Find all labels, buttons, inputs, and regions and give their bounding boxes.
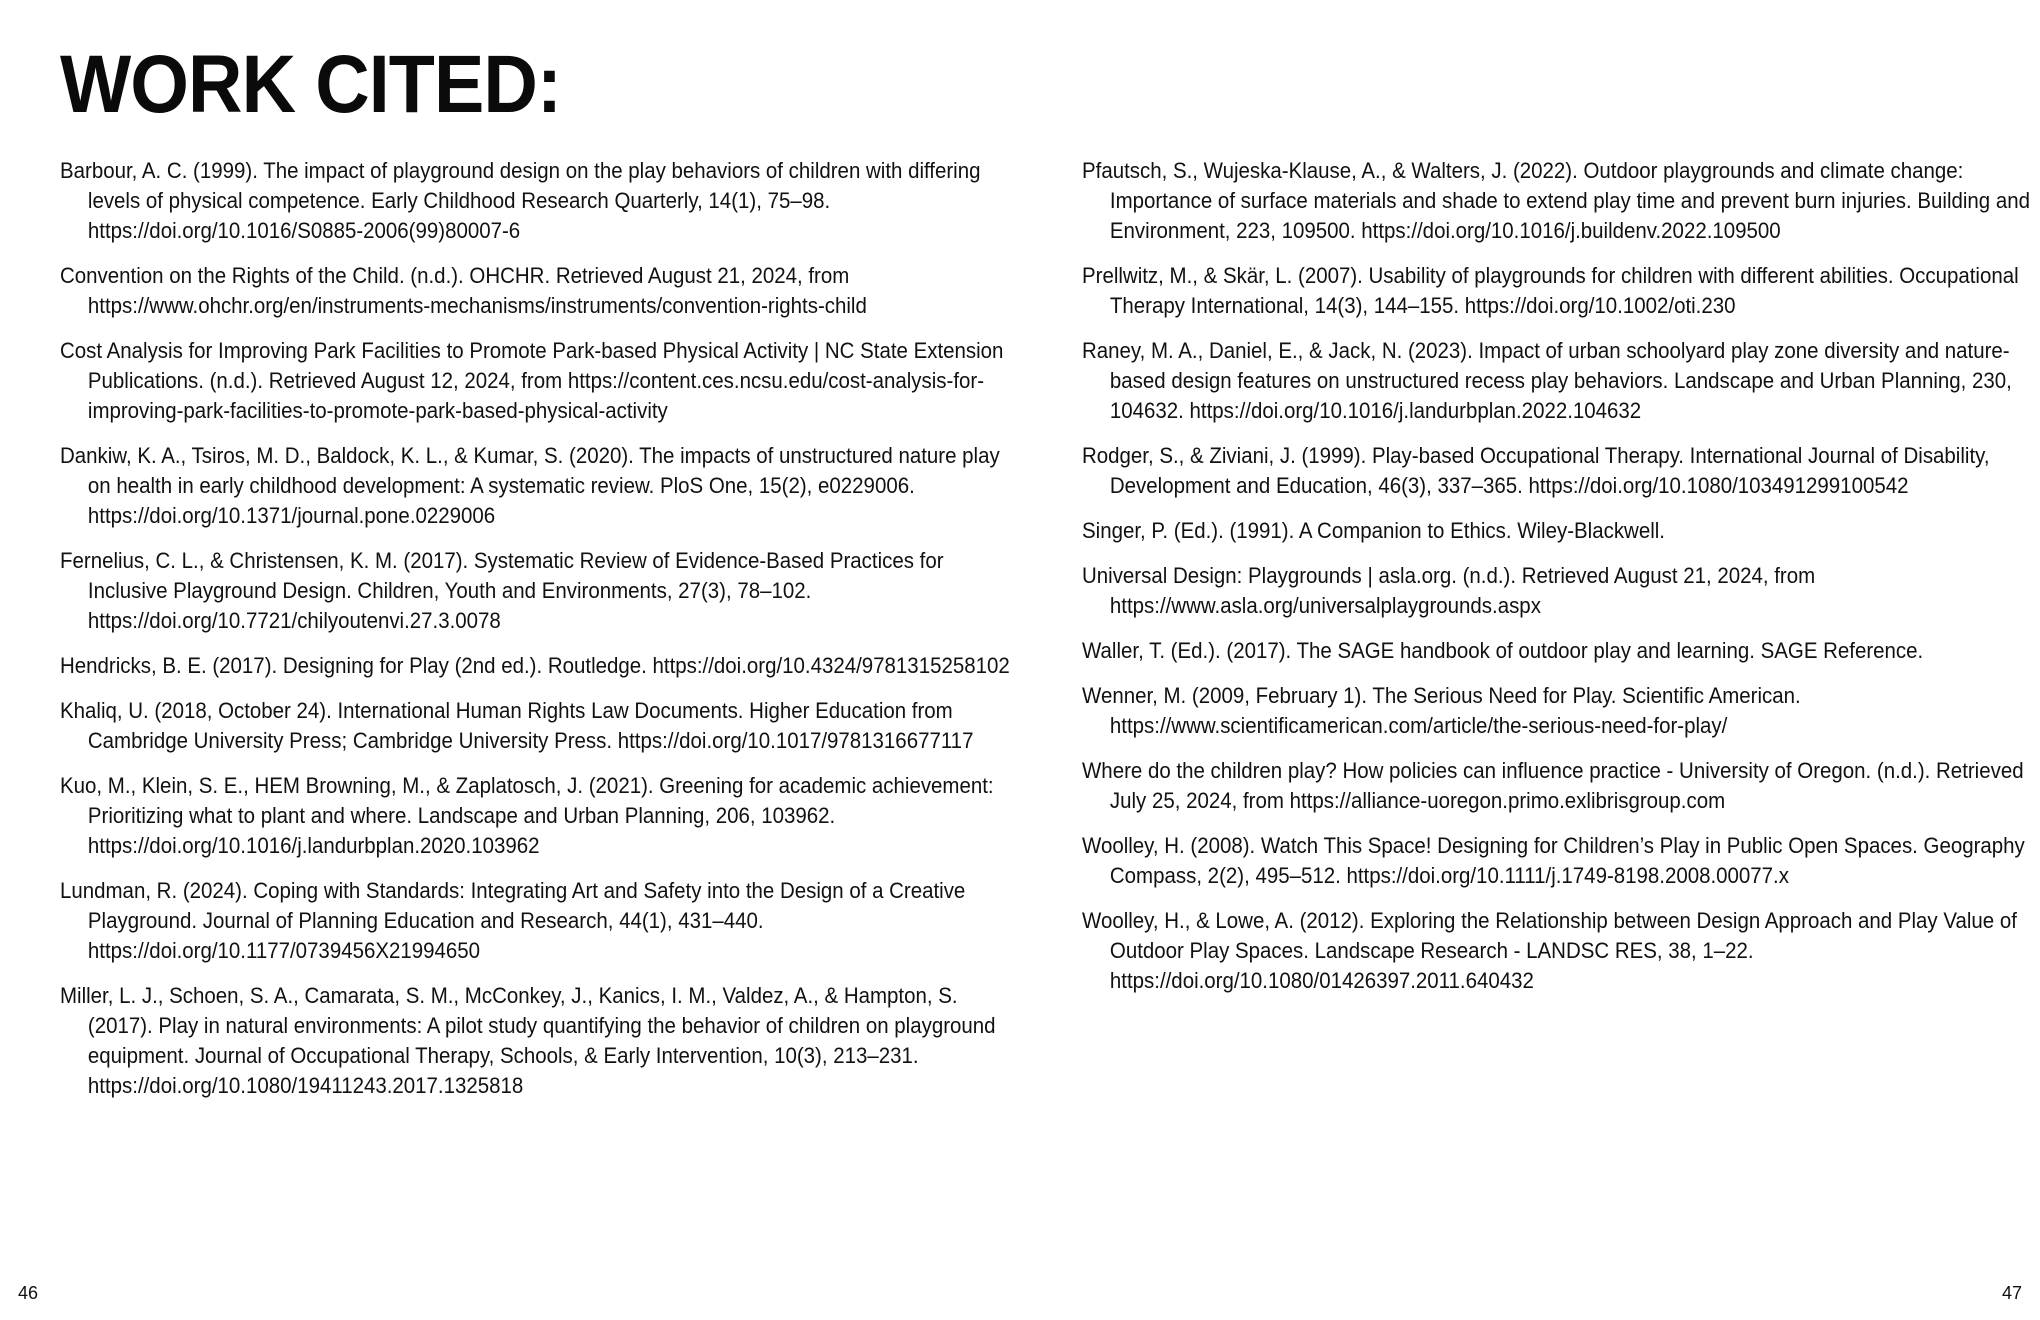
reference-entry: Woolley, H. (2008). Watch This Space! Designing for Children’s Play in Public Open Spaces. Geography Compass, 2(2), 495–512. https://doi.org/10.1111/j.1749-8198.2008.00077.x bbox=[1082, 833, 2025, 888]
page-number-left: 46 bbox=[18, 1283, 39, 1303]
references-right-column bbox=[1082, 156, 2031, 1011]
reference-entry: Cost Analysis for Improving Park Facilities to Promote Park-based Physical Activity | NC State Extension Publications. (n.d.). Retrieved August 12, 2024, from https://content.ces.ncsu.edu/cost-analysis-for-improving-park-facilities-to-promote-park-based-physical-activity bbox=[60, 338, 1004, 423]
reference-entry: Dankiw, K. A., Tsiros, M. D., Baldock, K. L., & Kumar, S. (2020). The impacts of unstructured nature play on health in early childhood development: A systematic review. PloS One, 15(2), e0229006. https://doi.org/10.1371/journal.pone.0229006 bbox=[60, 443, 1000, 528]
references-left-column bbox=[60, 156, 1010, 1116]
reference-entry: Prellwitz, M., & Skär, L. (2007). Usability of playgrounds for children with different abilities. Occupational Therapy International, 14(3), 144–155. https://doi.org/10.1002/oti.230 bbox=[1082, 263, 2019, 318]
reference-entry: Lundman, R. (2024). Coping with Standards: Integrating Art and Safety into the Design of a Creative Playground. Journal of Planning Education and Research, 44(1), 431–440. https://doi.org/10.1177/0739456X21994650 bbox=[60, 878, 966, 963]
reference-entry: Kuo, M., Klein, S. E., HEM Browning, M., & Zaplatosch, J. (2021). Greening for academic achievement: Prioritizing what to plant and where. Landscape and Urban Planning, 206, 103962. https://doi.org/10.1016/j.landurbplan.2020.103962 bbox=[60, 773, 994, 858]
page-title: WORK CITED: bbox=[60, 39, 562, 130]
page-number-right: 47 bbox=[2001, 1283, 2022, 1303]
reference-entry: Fernelius, C. L., & Christensen, K. M. (2017). Systematic Review of Evidence-Based Practices for Inclusive Playground Design. Children, Youth and Environments, 27(3), 78–102. https://doi.org/10.7721/chilyoutenvi.27.3.0078 bbox=[60, 548, 944, 633]
reference-entry: Convention on the Rights of the Child. (n.d.). OHCHR. Retrieved August 21, 2024, from https://www.ohchr.org/en/instruments-mechanisms/instruments/convention-rights-child bbox=[60, 263, 867, 318]
reference-entry: Wenner, M. (2009, February 1). The Serious Need for Play. Scientific American. https://www.scientificamerican.com/article/the-serious-need-for-play/ bbox=[1082, 683, 1801, 738]
reference-entry: Universal Design: Playgrounds | asla.org. (n.d.). Retrieved August 21, 2024, from https://www.asla.org/universalplaygrounds.aspx bbox=[1082, 563, 1816, 618]
reference-entry: Rodger, S., & Ziviani, J. (1999). Play-based Occupational Therapy. International Journal of Disability, Development and Education, 46(3), 337–365. https://doi.org/10.1080/103491299100542 bbox=[1082, 443, 1990, 498]
reference-entry: Hendricks, B. E. (2017). Designing for Play (2nd ed.). Routledge. https://doi.org/10.4324/9781315258102 bbox=[60, 653, 1010, 678]
reference-entry: Waller, T. (Ed.). (2017). The SAGE handbook of outdoor play and learning. SAGE Reference. bbox=[1082, 638, 1924, 663]
reference-entry: Singer, P. (Ed.). (1991). A Companion to Ethics. Wiley-Blackwell. bbox=[1082, 518, 1665, 543]
reference-entry: Barbour, A. C. (1999). The impact of playground design on the play behaviors of children with differing levels of physical competence. Early Childhood Research Quarterly, 14(1), 75–98. https://doi.org/10.1016/S0885-2006(99)80007-6 bbox=[60, 158, 981, 243]
reference-entry: Khaliq, U. (2018, October 24). International Human Rights Law Documents. Higher Education from Cambridge University Press; Cambridge University Press. https://doi.org/10.1017/9781316677117 bbox=[60, 698, 974, 753]
reference-entry: Raney, M. A., Daniel, E., & Jack, N. (2023). Impact of urban schoolyard play zone diversity and nature-based design features on unstructured recess play behaviors. Landscape and Urban Planning, 230, 104632. https://doi.org/10.1016/j.landurbplan.2022.104632 bbox=[1082, 338, 2012, 423]
reference-entry: Where do the children play? How policies can influence practice - University of Oregon. (n.d.). Retrieved July 25, 2024, from https://alliance-uoregon.primo.exlibrisgroup.com bbox=[1082, 758, 2024, 813]
reference-entry: Pfautsch, S., Wujeska-Klause, A., & Walters, J. (2022). Outdoor playgrounds and climate change: Importance of surface materials and shade to extend play time and prevent burn injuries. Building and Environment, 223, 109500. https://doi.org/10.1016/j.buildenv.2022.109500 bbox=[1082, 158, 2031, 243]
reference-entry: Woolley, H., & Lowe, A. (2012). Exploring the Relationship between Design Approach and Play Value of Outdoor Play Spaces. Landscape Research - LANDSC RES, 38, 1–22. https://doi.org/10.1080/01426397.2011.640432 bbox=[1082, 908, 2017, 993]
reference-entry: Miller, L. J., Schoen, S. A., Camarata, S. M., McConkey, J., Kanics, I. M., Valdez, A., & Hampton, S. (2017). Play in natural environments: A pilot study quantifying the behavior of children on playground equipment. Journal of Occupational Therapy, Schools, & Early Intervention, 10(3), 213–231. https://doi.org/10.1080/19411243.2017.1325818 bbox=[60, 983, 996, 1098]
